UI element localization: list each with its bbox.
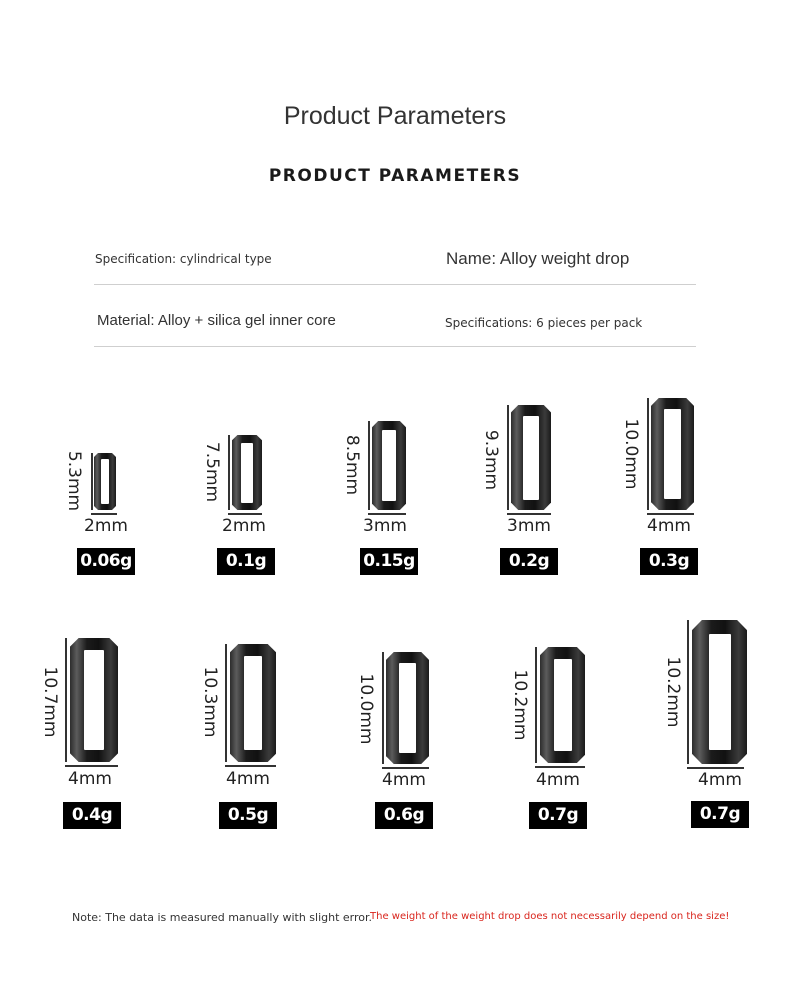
length-line xyxy=(91,453,93,510)
width-label: 2mm xyxy=(84,516,128,536)
weight-badge: 0.6g xyxy=(375,802,433,829)
width-line xyxy=(65,765,118,767)
length-label: 9.3mm xyxy=(481,429,501,491)
divider-2 xyxy=(94,346,696,347)
width-line xyxy=(647,513,694,515)
spec-pack: Specifications: 6 pieces per pack xyxy=(445,316,643,330)
width-line xyxy=(535,766,585,768)
weight-badge: 0.5g xyxy=(219,802,277,829)
weight-badge: 0.15g xyxy=(360,548,418,575)
weight-badge: 0.7g xyxy=(691,801,749,828)
length-line xyxy=(535,647,537,763)
length-line xyxy=(507,405,509,510)
width-label: 4mm xyxy=(536,770,580,790)
weight-drop-image xyxy=(651,398,694,510)
width-line xyxy=(507,513,551,515)
weight-badge: 0.2g xyxy=(500,548,558,575)
width-line xyxy=(228,513,262,515)
length-label: 10.2mm xyxy=(510,669,530,741)
weight-drop-image xyxy=(372,421,406,510)
weight-drop-image xyxy=(230,644,276,762)
length-label: 7.5mm xyxy=(202,441,222,503)
length-line xyxy=(65,638,67,762)
width-label: 4mm xyxy=(382,770,426,790)
width-label: 3mm xyxy=(363,516,407,536)
weight-drop-image xyxy=(70,638,118,762)
width-line xyxy=(368,513,406,515)
length-label: 10.7mm xyxy=(40,666,60,738)
length-line xyxy=(225,644,227,762)
length-label: 10.0mm xyxy=(621,418,641,490)
weight-badge: 0.7g xyxy=(529,802,587,829)
width-label: 4mm xyxy=(68,769,112,789)
weight-drop-image xyxy=(511,405,551,510)
weight-drop-image xyxy=(692,620,747,764)
measurement-note: Note: The data is measured manually with slight error. xyxy=(72,911,373,924)
width-line xyxy=(225,765,276,767)
spec-type: Specification: cylindrical type xyxy=(95,252,272,266)
length-line xyxy=(382,652,384,764)
weight-badge: 0.4g xyxy=(63,802,121,829)
length-label: 8.5mm xyxy=(342,434,362,496)
width-label: 4mm xyxy=(698,770,742,790)
length-line xyxy=(228,435,230,510)
weight-drop-image xyxy=(94,453,116,510)
length-line xyxy=(687,620,689,764)
length-label: 10.3mm xyxy=(200,666,220,738)
spec-material: Material: Alloy + silica gel inner core xyxy=(97,312,336,329)
spec-name: Name: Alloy weight drop xyxy=(446,249,630,268)
width-label: 4mm xyxy=(226,769,270,789)
page-title: Product Parameters xyxy=(283,102,507,130)
width-label: 3mm xyxy=(507,516,551,536)
width-line xyxy=(91,513,117,515)
weight-drop-image xyxy=(386,652,429,764)
weight-drop-image xyxy=(540,647,585,763)
width-line xyxy=(687,767,744,769)
width-label: 2mm xyxy=(222,516,266,536)
weight-drop-image xyxy=(232,435,262,510)
weight-badge: 0.06g xyxy=(77,548,135,575)
width-line xyxy=(382,767,429,769)
weight-badge: 0.3g xyxy=(640,548,698,575)
width-label: 4mm xyxy=(647,516,691,536)
length-line xyxy=(647,398,649,510)
length-label: 10.0mm xyxy=(356,673,376,745)
weight-warning: The weight of the weight drop does not necessarily depend on the size! xyxy=(370,911,730,922)
weight-badge: 0.1g xyxy=(217,548,275,575)
length-label: 5.3mm xyxy=(64,450,84,512)
page-subtitle: PRODUCT PARAMETERS xyxy=(268,166,522,186)
length-label: 10.2mm xyxy=(663,656,683,728)
divider-1 xyxy=(94,284,696,285)
length-line xyxy=(368,421,370,510)
